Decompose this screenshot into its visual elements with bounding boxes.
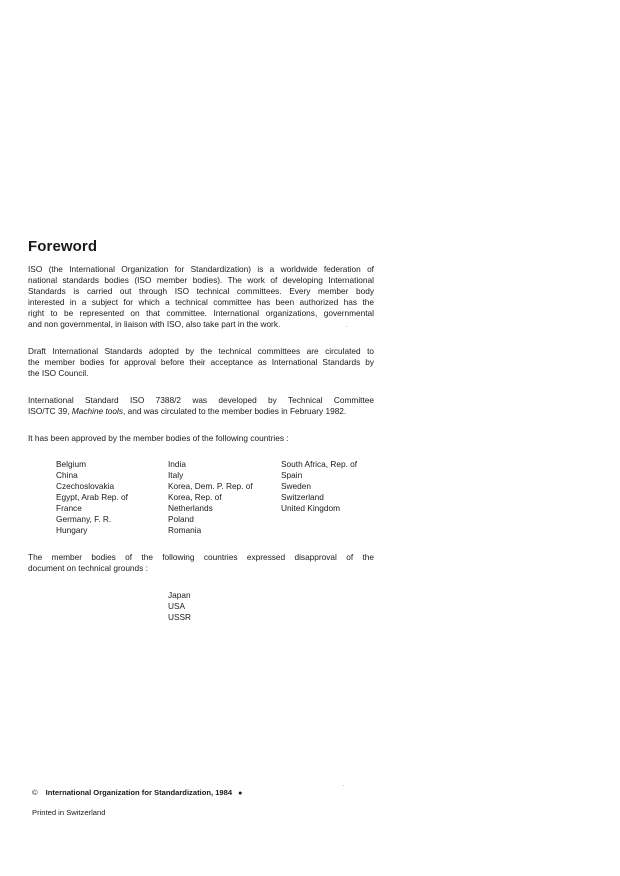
country-item: Switzerland xyxy=(281,492,324,502)
iso-intro-paragraph xyxy=(28,264,374,330)
country-item: Netherlands xyxy=(168,503,213,513)
paragraph-line: interested in a subject for which a technical committee has been authorized has the xyxy=(28,297,374,307)
paragraph-line: and non governmental, in liaison with ISO, also take part in the work. xyxy=(28,319,281,329)
country-item: Poland xyxy=(168,514,194,524)
country-item: USA xyxy=(168,601,186,611)
paragraph-line: national standards bodies (ISO member bodies). The work of developing International xyxy=(28,275,374,285)
disapproval-intro xyxy=(28,552,374,574)
copyright-text: International Organization for Standardization, 1984 xyxy=(45,788,233,797)
bullet-icon: ● xyxy=(238,790,243,797)
country-item: India xyxy=(168,459,186,469)
paragraph-line: It has been approved by the member bodies of the following countries : xyxy=(28,433,289,443)
country-item: Romania xyxy=(168,525,202,535)
paragraph-line: the ISO Council. xyxy=(28,368,89,378)
country-item: Italy xyxy=(168,470,184,480)
paragraph-line: ISO (the International Organization for Standardization) is a worldwide federation of xyxy=(28,264,374,274)
country-item: South Africa, Rep. of xyxy=(281,459,358,469)
country-item: Germany, F. R. xyxy=(56,514,112,524)
country-item: Czechoslovakia xyxy=(56,481,115,491)
country-column xyxy=(168,459,253,536)
country-column xyxy=(281,459,357,514)
country-item: Egypt, Arab Rep. of xyxy=(56,492,128,502)
country-item: Korea, Rep. of xyxy=(168,492,222,502)
foreword-heading: Foreword xyxy=(28,238,98,255)
copyright-notice xyxy=(32,788,242,797)
paragraph-line xyxy=(28,406,374,417)
paragraph-line: The member bodies of the following countries expressed disapproval of the xyxy=(28,552,374,562)
country-column xyxy=(56,459,128,536)
paragraph-line: Standards is carried out through ISO technical committees. Every member body xyxy=(28,286,374,296)
approval-intro xyxy=(28,433,374,444)
paragraph-line: document on technical grounds : xyxy=(28,563,148,573)
standard-development-paragraph xyxy=(28,395,374,417)
committee-title: Machine tools xyxy=(71,406,124,416)
committee-reference: ISO/TC 39, xyxy=(28,406,72,416)
paragraph-line: Draft International Standards adopted by the technical committees are circulated to xyxy=(28,346,374,356)
scan-speck xyxy=(346,326,347,327)
scan-speck xyxy=(343,785,344,786)
country-item: USSR xyxy=(168,612,192,622)
country-item: Belgium xyxy=(56,459,86,469)
circulation-note: , and was circulated to the member bodies in February 1982. xyxy=(123,406,347,416)
printed-location: Printed in Switzerland xyxy=(32,808,106,817)
country-item: United Kingdom xyxy=(281,503,341,513)
country-item: China xyxy=(56,470,78,480)
country-item: Hungary xyxy=(56,525,88,535)
paragraph-line: right to be represented on that committee. International organizations, governmental xyxy=(28,308,374,318)
country-item: Spain xyxy=(281,470,303,480)
disapproving-countries-list xyxy=(168,590,191,623)
copyright-icon: © xyxy=(32,788,38,797)
country-item: Sweden xyxy=(281,481,311,491)
paragraph-line: International Standard ISO 7388/2 was developed by Technical Committee xyxy=(28,395,374,405)
country-item: Japan xyxy=(168,590,191,600)
draft-standards-paragraph xyxy=(28,346,374,379)
country-item: France xyxy=(56,503,82,513)
paragraph-line: the member bodies for approval before their acceptance as International Standards by xyxy=(28,357,374,367)
country-item: Korea, Dem. P. Rep. of xyxy=(168,481,253,491)
